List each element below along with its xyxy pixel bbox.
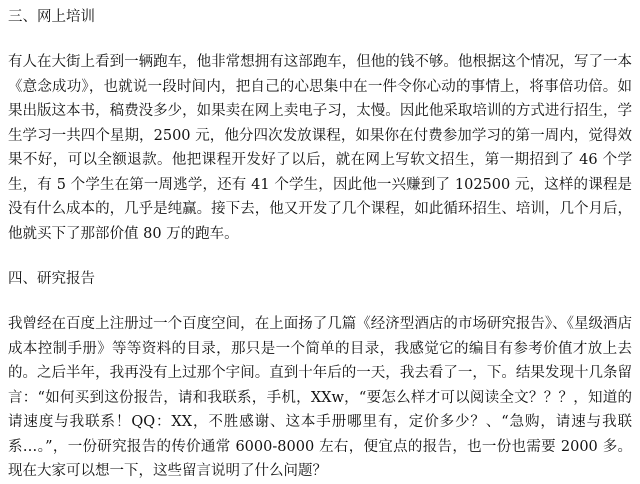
section-heading-online-training: 三、网上培训 [8,9,95,25]
section-paragraph-online-training: 有人在大街上看到一辆跑车，他非常想拥有这部跑车，但他的钱不够。他根据这个情况，写了一本《意念成功》，也就说一段时间内，把自己的心思集中在一件令你心动的事情上，将事倍功倍。如果出版这本书，稿费没多少，如果卖在网上卖电子习，太慢。因此他采取培训的方式进行招生，学生学习一共四个星期，2500 元，他分四次发放课程，如果你在付费参加学习的第一周内，觉得效果不好，可以全额退款。他把课程开发好了以后，就在网上写软文招生，第一期招到了 46 个学生，有 5 个学生在第一周逃学，还有 41 个学生，因此他一兴赚到了 102500 元，这样的课程是没有什么成本的，几乎是纯赢。接下去，他又开发了几个课程，如此循环招生、培训，几个月后，他就买下了那部价值 80 万的跑车。 [8,54,632,242]
section-heading-research-report: 四、研究报告 [8,271,95,287]
section-paragraph-research-report: 我曾经在百度上注册过一个百度空间，在上面扬了几篇《经济型酒店的市场研究报告》、《星级酒店成本控制手册》等等资料的目录，那只是一个简单的目录，我感觉它的编目有参考价值才放上去的。之后半年，我再没有上过那个宇间。直到十年后的一天，我去看了一，下。结果发现十几条留言：“如何买到这份报告，请和我联系，手机，XXw，“要怎么样才可以阅读全文？？？，知道的请速度与我联系！QQ：XX，不胜感谢、这本手册哪里有，定价多少？、“急购，请速与我联系…。”，一份研究报告的传价通常 6000-8000 左右，便宜点的报告，也一份也需要 2000 多。现在大家可以想一下，这些留言说明了什么问题？ [8,316,632,479]
